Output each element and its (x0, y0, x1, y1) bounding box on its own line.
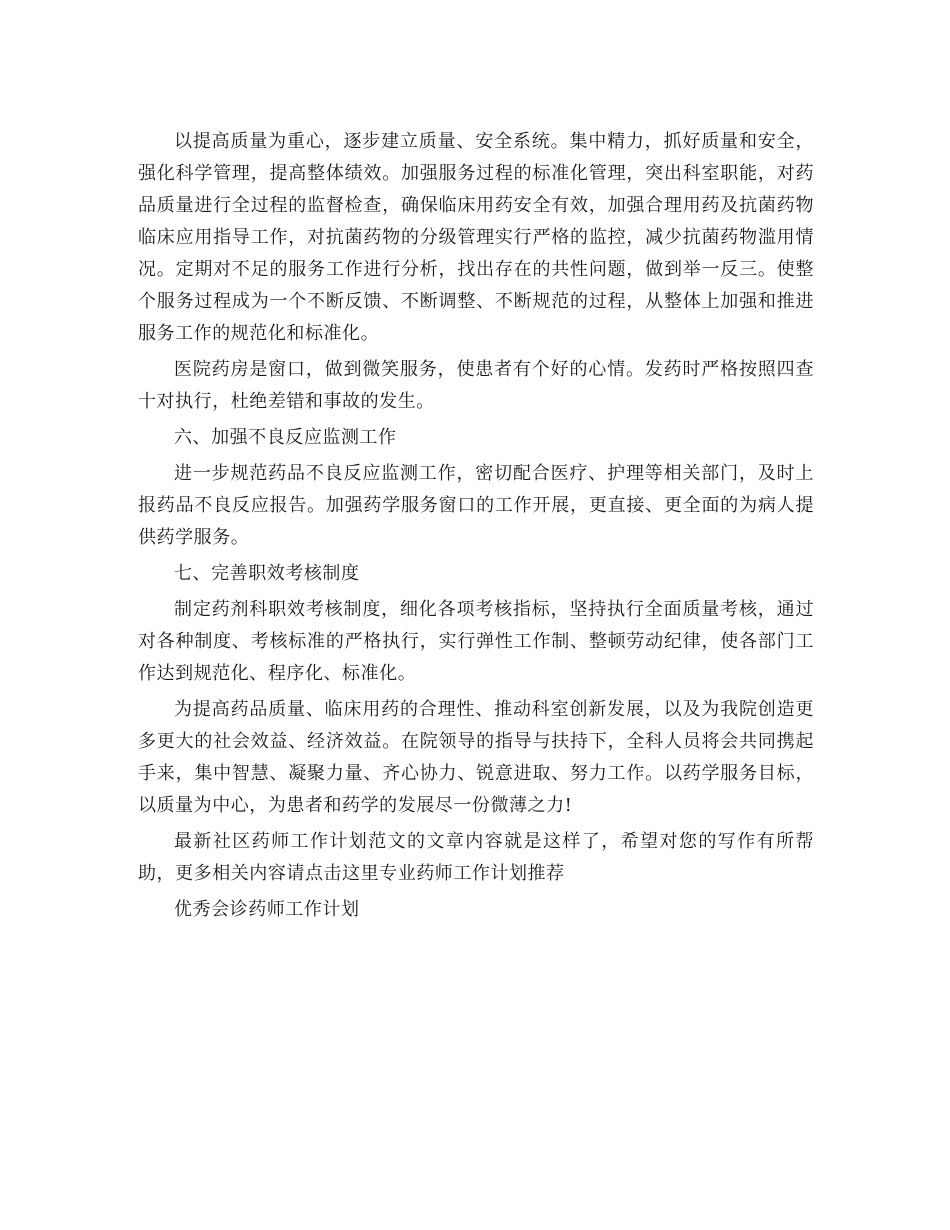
related-article-link-wrapper (138, 894, 814, 926)
paragraph-conclusion: 为提高药品质量、临床用药的合理性、推动科室创新发展，以及为我院创造更多更大的社会效益、经济效益。在院领导的指导与扶持下，全科人员将会共同携起手来，集中智慧、凝聚力量、齐心协力、锐意进取、努力工作。以药学服务目标，以质量为中心，为患者和药学的发展尽一份微薄之力! (138, 699, 814, 816)
document-body (138, 126, 814, 930)
section-heading-adverse-reaction: 六、加强不良反应监测工作 (174, 427, 397, 448)
paragraph-performance: 制定药剂科职效考核制度，细化各项考核指标，坚持执行全面质量考核，通过对各种制度、考核标准的严格执行，实行弹性工作制、整顿劳动纪律，使各部门工作达到规范化、程序化、标准化。 (138, 599, 814, 684)
related-article-link[interactable]: 优秀会诊药师工作计划 (174, 899, 360, 920)
paragraph-pharmacy-window: 医院药房是窗口，做到微笑服务，使患者有个好的心情。发药时严格按照四查十对执行，杜绝差错和事故的发生。 (138, 359, 814, 412)
paragraph-footer-note: 最新社区药师工作计划范文的文章内容就是这样了，希望对您的写作有所帮助，更多相关内容请点击这里专业药师工作计划推荐 (138, 831, 814, 884)
paragraph-adverse-reaction: 进一步规范药品不良反应监测工作，密切配合医疗、护理等相关部门，及时上报药品不良反应报告。加强药学服务窗口的工作开展，更直接、更全面的为病人提供药学服务。 (138, 463, 814, 548)
paragraph-quality: 以提高质量为重心，逐步建立质量、安全系统。集中精力，抓好质量和安全，强化科学管理，提高整体绩效。加强服务过程的标准化管理，突出科室职能，对药品质量进行全过程的监督检查，确保临床用药安全有效，加强合理用药及抗菌药物临床应用指导工作，对抗菌药物的分级管理实行严格的监控，减少抗菌药物滥用情况。定期对不足的服务工作进行分析，找出存在的共性问题，做到举一反三。使整个服务过程成为一个不断反馈、不断调整、不断规范的过程，从整体上加强和推进服务工作的规范化和标准化。 (138, 131, 814, 344)
section-heading-performance: 七、完善职效考核制度 (174, 563, 360, 584)
